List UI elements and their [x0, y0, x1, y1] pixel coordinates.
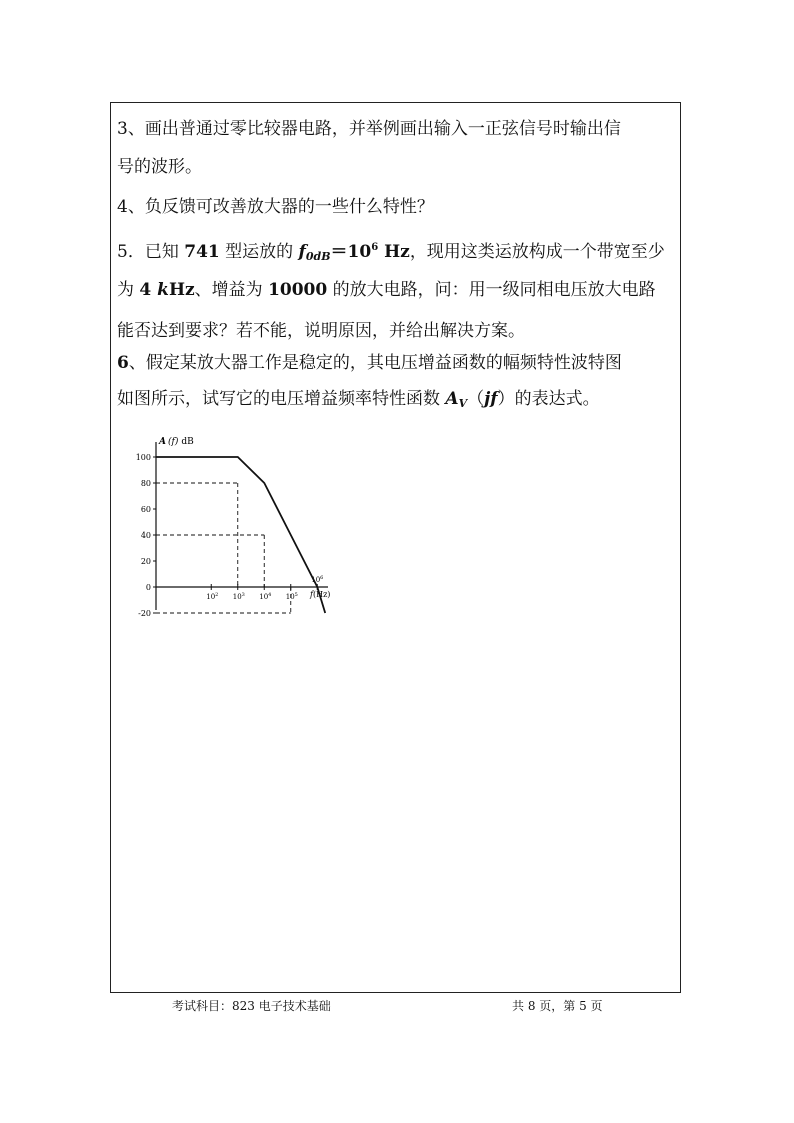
q3-line1 — [117, 118, 621, 140]
q3-text-2: 号的波形。 — [117, 157, 202, 177]
q6-symbol-jf: jf — [484, 389, 498, 409]
q6-text: 如图所示，试写它的电压增益频率特性函数 — [117, 389, 446, 409]
q5-text: 型运放的 — [219, 242, 299, 262]
y-tick-label: 20 — [140, 557, 151, 566]
q6-line2 — [117, 388, 600, 415]
y-tick-label: 40 — [140, 531, 151, 540]
q5-symbol-f: f — [298, 242, 306, 262]
page-number: 共 8 页，第 5 页 — [512, 999, 603, 1013]
x-tick-label: $10^5$ — [285, 592, 298, 601]
q6-symbol-sub: V — [458, 397, 468, 410]
q5-gain: 10000 — [268, 280, 328, 300]
q6-number: 6 — [117, 353, 129, 373]
q6-symbol-A: A — [445, 389, 459, 409]
q5-text: 的放大电路，问：用一级同相电压放大电路 — [327, 280, 656, 300]
q4-line — [117, 196, 434, 218]
x-ticks — [206, 575, 323, 601]
q4-text: 4、负反馈可改善放大器的一些什么特性？ — [117, 197, 434, 217]
q6-text: ）的表达式。 — [497, 389, 600, 409]
q5-k: k — [157, 280, 169, 300]
q6-text: （ — [467, 389, 485, 409]
y-axis-label: A (f) dB — [159, 437, 194, 447]
q5-exponent: 6 — [371, 242, 379, 253]
q6-line1 — [117, 352, 622, 374]
q5-line2 — [117, 279, 656, 301]
x-tick-label: $10^2$ — [206, 592, 219, 601]
q5-text: 能否达到要求？若不能，说明原因，并给出解决方案。 — [117, 321, 525, 341]
q5-line3 — [117, 320, 525, 342]
x-tick-label: $10^3$ — [232, 592, 245, 601]
q5-model: 741 — [184, 242, 220, 262]
q3-text-1: 3、画出普通过零比较器电路，并举例画出输入一正弦信号时输出信 — [117, 119, 621, 139]
y-tick-label: 80 — [140, 479, 151, 488]
x-tick-label: $10^4$ — [259, 592, 272, 601]
q5-unit: Hz — [378, 242, 410, 262]
q3-line2 — [117, 156, 202, 178]
q5-text: 5．已知 — [117, 242, 185, 262]
x-axis-label: f(Hz) — [310, 590, 331, 599]
x-tick-label: $10^6$ — [311, 575, 324, 584]
y-ticks — [136, 453, 156, 618]
q5-symbol-sub: 0dB — [305, 250, 331, 263]
q5-line1 — [117, 237, 665, 268]
q5-text: 、增益为 — [194, 280, 269, 300]
y-tick-label: 60 — [140, 505, 151, 514]
q5-text: ，现用这类运放构成一个带宽至少 — [409, 242, 665, 262]
q5-value: ＝10 — [330, 242, 372, 262]
subject-label: 考试科目：823 电子技术基础 — [172, 999, 331, 1013]
q5-bandwidth: 4 — [139, 280, 158, 300]
bode-plot — [130, 430, 350, 630]
y-tick-label: 0 — [145, 583, 151, 592]
y-tick-label: 100 — [135, 453, 151, 462]
q5-text: 为 — [117, 280, 140, 300]
q5-unit: Hz — [168, 280, 195, 300]
footer-subject — [172, 998, 331, 1014]
y-tick-label: -20 — [138, 609, 151, 618]
footer-page-info — [512, 998, 603, 1014]
q6-text: 、假定某放大器工作是稳定的，其电压增益函数的幅频特性波特图 — [128, 353, 622, 373]
